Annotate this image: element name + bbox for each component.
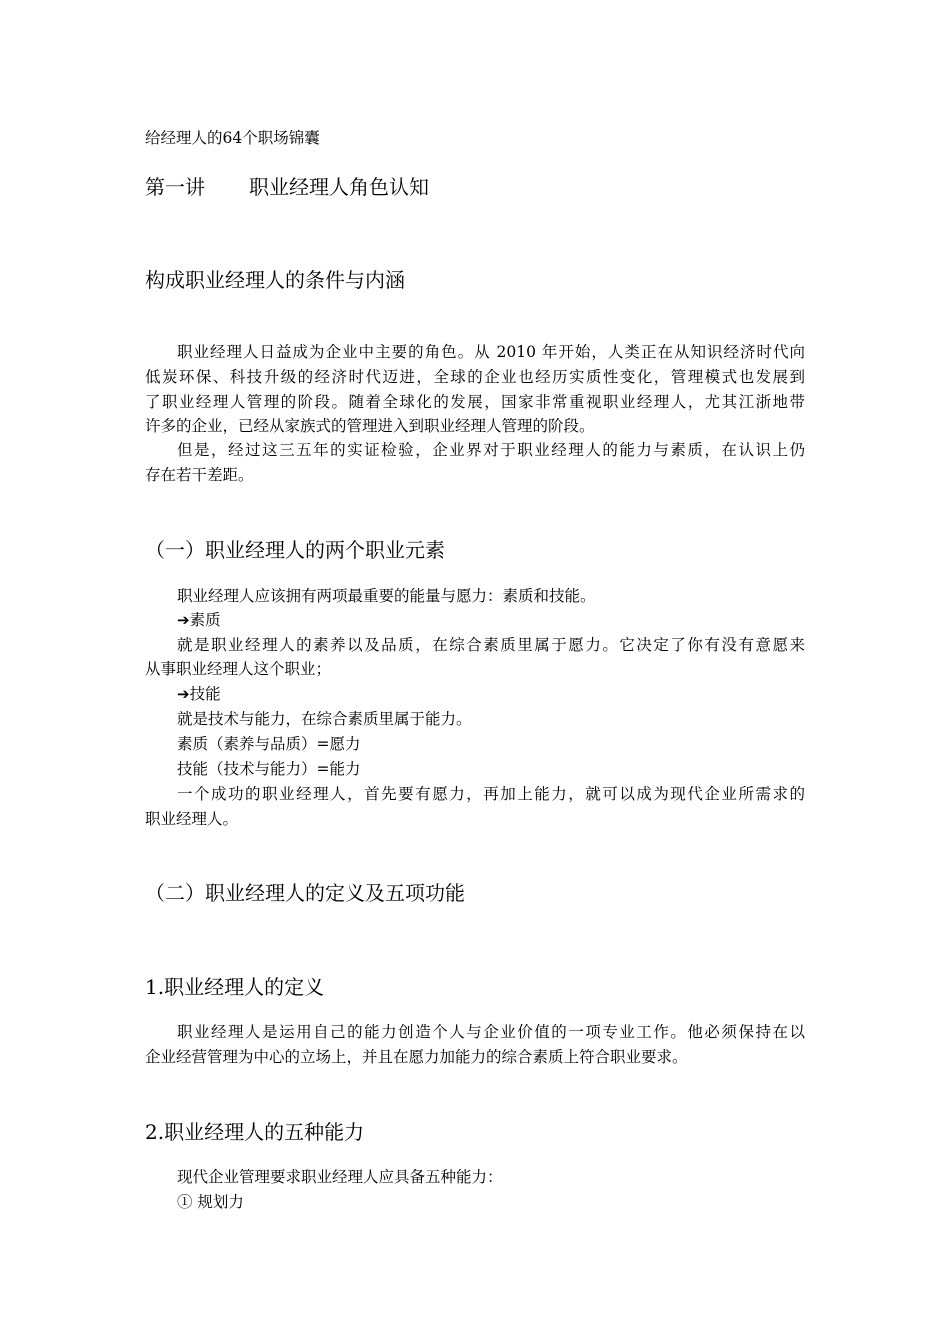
lecture-heading [145, 177, 429, 197]
part1-formula-1: 素质（素养与品质）=愿力 [177, 735, 361, 753]
part2-sub1-text-2: 企业经营管理为中心的立场上，并且在愿力加能力的综合素质上符合职业要求。 [145, 1048, 688, 1066]
part1-item2-label: 技能 [189, 685, 221, 703]
lecture-number: 第一讲 [145, 175, 205, 199]
part1-conclusion-2: 职业经理人。 [145, 810, 239, 828]
arrow-right-icon: ➔ [177, 611, 190, 629]
part2-sub2-item1: ① 规划力 [177, 1193, 244, 1211]
part1-item1-text-1: 就是职业经理人的素养以及品质，在综合素质里属于愿力。它决定了你有没有意愿来 [177, 636, 805, 654]
part1-item1-label: 素质 [189, 611, 221, 629]
part2-sub2-heading: 2.职业经理人的五种能力 [145, 1120, 365, 1144]
intro-line-6: 存在若干差距。 [145, 466, 254, 484]
part2-sub1-text-1: 职业经理人是运用自己的能力创造个人与企业价值的一项专业工作。他必须保持在以 [177, 1023, 805, 1041]
intro-line-4: 许多的企业，已经从家族式的管理进入到职业经理人管理的阶段。 [145, 417, 595, 435]
part1-lead: 职业经理人应该拥有两项最重要的能量与愿力：素质和技能。 [177, 587, 596, 605]
part1-heading: （一）职业经理人的两个职业元素 [145, 538, 445, 562]
lecture-title: 职业经理人角色认知 [249, 175, 429, 199]
intro-line-2: 低炭环保、科技升级的经济时代迈进，全球的企业也经历实质性变化，管理模式也发展到 [145, 368, 805, 386]
part2-heading: （二）职业经理人的定义及五项功能 [145, 881, 465, 905]
document-title: 给经理人的64个职场锦囊 [145, 129, 320, 147]
part1-formula-2: 技能（技术与能力）=能力 [177, 760, 361, 778]
part1-item1-label-line [177, 613, 805, 629]
part1-item2-text: 就是技术与能力，在综合素质里属于能力。 [177, 710, 472, 728]
intro-line-5: 但是，经过这三五年的实证检验，企业界对于职业经理人的能力与素质，在认识上仍 [177, 441, 805, 459]
section-heading: 构成职业经理人的条件与内涵 [145, 268, 405, 292]
part2-sub2-lead: 现代企业管理要求职业经理人应具备五种能力： [177, 1168, 503, 1186]
part1-item1-text-2: 从事职业经理人这个职业； [145, 660, 332, 678]
intro-line-3: 了职业经理人管理的阶段。随着全球化的发展，国家非常重视职业经理人，尤其江浙地带 [145, 393, 805, 411]
part1-conclusion-1: 一个成功的职业经理人，首先要有愿力，再加上能力，就可以成为现代企业所需求的 [177, 785, 805, 803]
intro-line-1: 职业经理人日益成为企业中主要的角色。从 2010 年开始，人类正在从知识经济时代向 [177, 343, 805, 361]
arrow-right-icon: ➔ [177, 685, 190, 703]
part2-sub1-heading: 1.职业经理人的定义 [145, 975, 325, 999]
part1-item2-label-line [177, 687, 805, 703]
